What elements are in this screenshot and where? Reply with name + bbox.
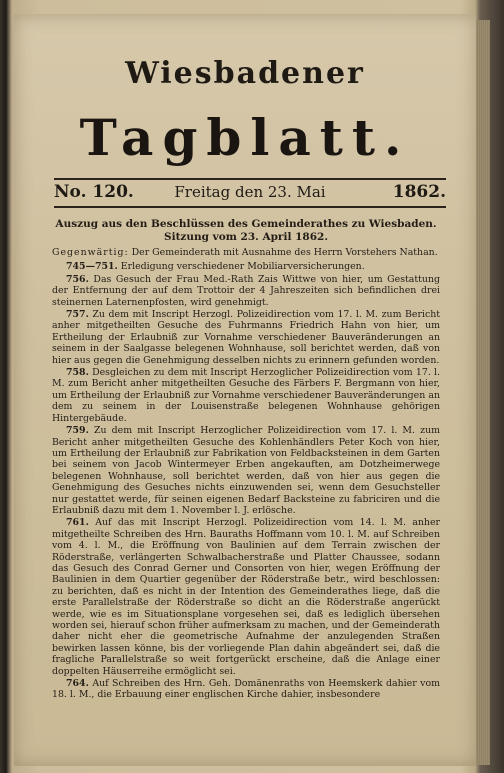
paragraph-number: 764. — [66, 678, 89, 690]
paragraph — [52, 261, 440, 272]
paragraph-number: 759. — [66, 425, 89, 437]
newspaper-page — [14, 14, 476, 766]
paragraph-text: Desgleichen zu dem mit Inscript Herzoglicher Polizeidirection vom 17. l. M. zum Bericht anher mitgetheilten Gesuche des Färbers F. Bergmann von hier, um Ertheilung der Erlaubniß zur Vornahme verschiedener Bauveränderungen an dem zu seinem in der Louisenstraße belegenen Wohnhause gehörigen Hintergebäude. — [52, 367, 440, 424]
page-edges — [476, 20, 490, 765]
issue-line — [54, 182, 446, 204]
paragraph — [52, 274, 440, 308]
issue-year: 1862. — [392, 182, 446, 202]
paragraph-number: 745—751. — [66, 261, 118, 273]
masthead-rule-top — [54, 178, 446, 180]
present-label: Gegenwärtig: — [52, 247, 129, 258]
paragraph-text: Zu dem mit Inscript Herzoglicher Polizeidirection vom 17. l. M. zum Bericht anher mitgetheilten Gesuche des Kohlenhändlers Peter Koch von hier, um Ertheilung der Erlaubniß zur Fabrikation von Feldbacksteinen in dem Garten bei seinem von Jacob Wintermeyer Erben angekauften, am Dotzheimerwege belegenen Wohnhause, soll berichtet werden, daß von hier aus gegen die Genehmigung des Gesuches nichts einzuwenden sei, wenn dem Gesuchsteller nur gestattet werde, für seinen eigenen Bedarf Backsteine zu fabriciren und die Erlaubniß dazu mit dem 1. November l. J. erlösche. — [52, 425, 440, 516]
paragraph-text: Auf Schreiben des Hrn. Geh. Domänenraths von Heemskerk dahier vom 18. l. M., die Erbauung einer englischen Kirche dahier, insbesondere — [52, 678, 440, 701]
masthead-rule-bottom — [54, 206, 446, 208]
paragraph-number: 761. — [66, 517, 89, 529]
article-body — [52, 218, 440, 702]
masthead-title-line2: Tagblatt. — [79, 108, 411, 167]
paragraph-number: 758. — [66, 367, 89, 379]
paragraph — [52, 367, 440, 424]
paragraph-text: Das Gesuch der Frau Med.-Rath Zais Wittwe von hier, um Gestattung der Entfernung der auf dem Trottoir der 4 Jahreszeiten sich befindlichen drei steinernen Laternenpfosten, wird genehmigt. — [52, 273, 441, 308]
article-heading: Auszug aus den Beschlüssen des Gemeinderathes zu Wiesbaden. — [55, 218, 437, 230]
paragraph-number: 756. — [66, 273, 89, 285]
paragraph-text: Auf das mit Inscript Herzogl. Polizeidirection vom 14. l. M. anher mitgetheilte Schreiben des Hrn. Bauraths Hoffmann vom 10. l. M. auf Schreiben vom 4. l. M., die Eröffnung von Baulinien auf dem Terrain zwischen der Röderstraße, verlängerten Schwalbacherstraße und Platter Chaussee, sodann das Gesuch des Conrad Gerner und Consorten von hier, wegen Eröffnung der Baulinien in dem Quartier gegenüber der Röderstraße betr., wird beschlossen: zu berichten, daß es nicht in der Intention des Gemeinderathes liege, daß die erste Parallelstraße der Röderstraße so dicht an die Röderstraße angerückt werde, wie es im Situationsplane vorgesehen sei, daß es lediglich übersehen worden sei, hierauf schon früher aufmerksam zu machen, und der Gemeinderath daher nicht eher die geometrische Aufnahme der anzulegenden Straßen bewirken lassen könne, bis der vorliegende Plan dahin abgeändert sei, daß die fragliche Parallelstraße so weit fortgerückt erscheine, daß die Anlage einer doppelten Häuserreihe ermöglicht sei. — [52, 517, 440, 677]
paragraph — [52, 425, 440, 516]
paragraph-text: Zu dem mit Inscript Herzogl. Polizeidirection vom 17. l. M. zum Bericht anher mitgetheilten Gesuche des Fuhrmanns Friedrich Hahn von hier, um Ertheilung der Erlaubniß zur Vornahme verschiedener Bauveränderungen an seinem in der Saalgasse belegenen Wohnhause, soll berichtet werden, daß von hier aus gegen die Genehmigung desselben nichts zu erinnern gefunden worden. — [52, 309, 441, 366]
paragraph — [52, 517, 440, 677]
paragraph — [52, 309, 440, 366]
present-line — [52, 247, 440, 258]
paragraph-number: 757. — [66, 309, 89, 321]
issue-number: No. 120. — [54, 182, 134, 202]
masthead-title-line1: Wiesbadener — [125, 56, 365, 91]
paragraph-text: Erledigung verschiedener Mobiliarversicherungen. — [120, 261, 365, 273]
paragraph — [52, 678, 440, 701]
present-text: Der Gemeinderath mit Ausnahme des Herrn Vorstehers Nathan. — [131, 247, 438, 258]
article-subheading: Sitzung vom 23. April 1862. — [164, 231, 328, 243]
issue-date: Freitag den 23. Mai — [174, 183, 326, 201]
